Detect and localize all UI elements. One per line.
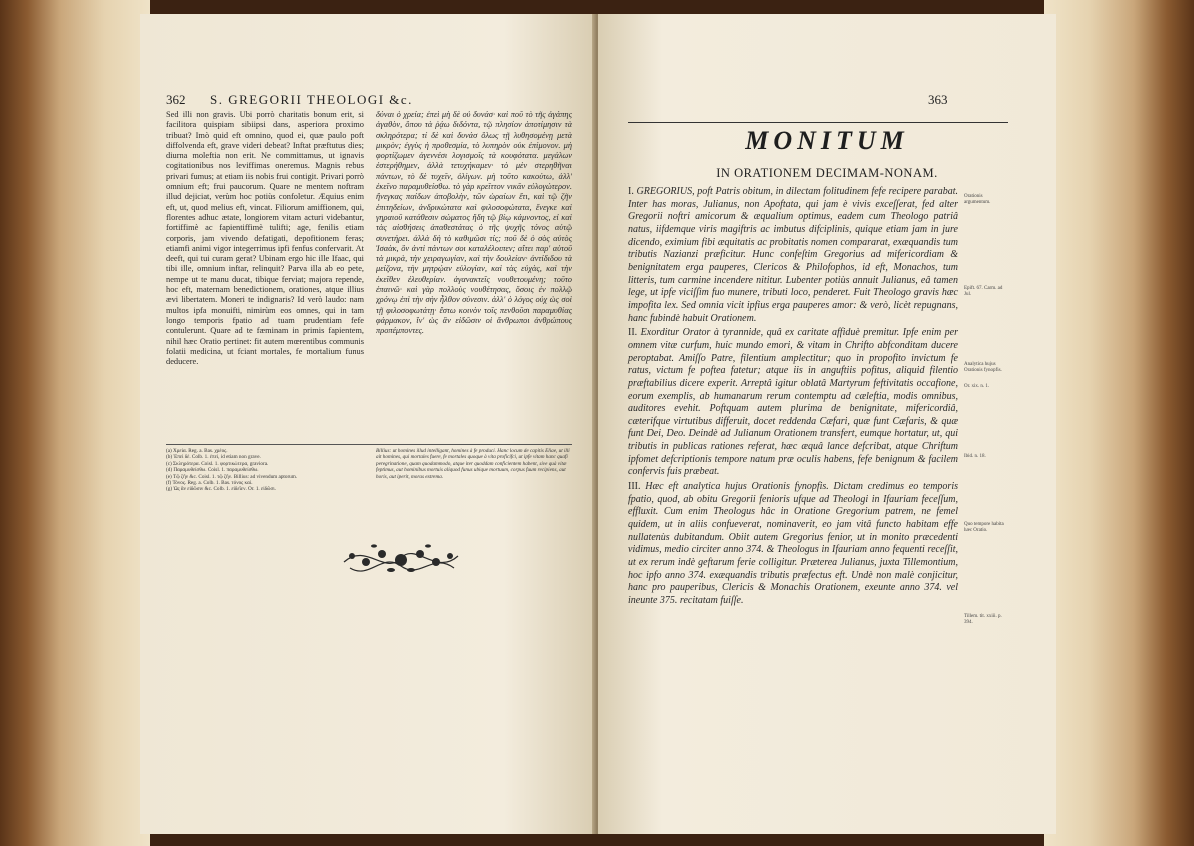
paragraph-text: Hæc eft analytica hujus Orationis fynopfis. Dictam credimus eo temporis fpatio, quod, ab obitu Gregorii fenioris ufque ad Theologi in Ifauriam feceſſum, effluxit. Cum enim Theologus hâc in Oratione Gregorium patrem, ne femel quidem, ut in aliis confueverat, nominaverit, eo jam vitâ functo habitam effe nullatenùs dubitandum. Obiit autem Gregorius fenior, ut in monito præcedenti vidimus, medio circiter anno 374. & Theologus in Ifauriam anno fequenti receſſit, ut ex rerum indè geftarum ferie colligitur. Præterea Julianus, juxta Tillemontium, hoc ipfo anno 374. exæquandis tributis præfectus eft. Undè non malè conjicitur, hanc pro pauperibus, Clericis & Monachis Orationem, exeunte anno 374. vel ineunte 375. recitatam fuiſſe. (628, 481, 958, 606)
footnote: (g) Ὡς ἂν εἰδῶσιν &c. Colb. 1. εἰδεῖεν. Or. 1. εἰδῶσι. (166, 486, 276, 493)
monitum-title: MONITUM (745, 126, 909, 155)
paragraph-1 (628, 186, 958, 325)
left-page-edges (0, 0, 150, 846)
latin-text-column: Sed illi non gravis. Ubi porrò charitatis bonum erit, si facilitora quispiam sibiipsi dans, asperiora proximo tribuat? Imò quid eft omnino, quod ei, quæ paulo poft diffolvenda eft, grave videri debeat? Inftat præftutus dies; diurna moleftia non erit. Ne committamus, ut ignavis cogitationibus nos leviffimas oneremus. Magnis rebus privari fumus; at etiam iis nobis frui contigit. Privari porrò omnium eft; frui paucorum. Quare ne mentem noftram illud dejiciat, verùm hoc potiùs confoletur. Æquius enim eft, ut, quod melius eft, vincat. Filiorum amiffionem, qui, florentes adhuc ætate, longiorem vitam acturi videbantur, fortiffimè ac fapientiffimè tulifti; age, fenilis etiam corporis, jam vivendo defatigati, depofitionem feras; etiamfi animi vigor integerrimus ipfi fenfus confervarit. At deeft, qui tui curam gerat? Ubinam ergo hic ille Ifaac, qui tibi ille, omnium inftar, relinquit? Parva illa ab eo pete, nempe ut te manu ducat, tibique ferviat; majora repende, hoc eft, maternam benedictionem, orationes, atque illius ævi libertatem. Moneri te indignaris? Id verò laudo: nam multos ipfa monuifti, nimirùm eos omnes, qui in tam longo temporis fpatio ad tuam prudentiam fefe contulerunt. Quare ad te fæminam in primis fapientem, nihil hæc Oratio pertinet: fit autem mœrentibus communis folatii medicina, ut fciant mortales, fe mortalium funus deducere. (166, 110, 364, 367)
left-page-number: 362 (166, 92, 186, 107)
right-page-number: 363 (928, 92, 948, 107)
footnotes-right: Billius: ut homines illud intelligant, homines à fe produci. Hanc locum de capitis Eliae, ut illi ait homines, qui mortales fuere, fe mortales quoque à vita proficifci, ut ipfe vitam hanc quafi peregrinatione, quam quodammodo, atque iter quoddam conficientem habent, sive quà vitæ feptimus, aut hominibus mortuis aliquod funus ubique mortuum, corpus fuum recipiens, aut horis, aut iperit, moras extrema. (376, 448, 570, 480)
footnote: (d) Παραμυθείσθω. Coisl. 1. παραμυθείσθω. (166, 467, 259, 474)
monitum-subtitle: IN ORATIONEM DECIMAM-NONAM. (716, 166, 938, 180)
paragraph-3 (628, 481, 958, 608)
paragraph-text: GREGORIUS, poft Patris obitum, in dilectam folitudinem fefe recipere parabat. Inter has moras, Julianus, non Apoftata, qui jam è vivis exceſſerat, fed alter Gregorii noftri amicorum & æqualium optimus, eadem cum Theologo patriâ natus, iifdemque viris magiftris ac imbutus difciplinis, quique etiam jam in jure dicendo, eximium fibi æquitatis ac probitatis nomen compararat, exæquandis tum tributis Nazianzi præficitur. Hunc confeſtim Gregorius ad mifericordiam & benignitatem erga pauperes, Clericos & Philofophos, id eft, Monachos, tum litteris, tum carmine incendere nititur. Lubenter potiùs annuit Julianus, eâ tamen lege, ut ipfe viciſſim fuo munere, tributi loco, penderet. Fuit Theologo gravis hæc impofita lex. Sed omnia vicit ipfius erga pauperes amor: & verò, licèt repugnans, hanc fubindè habuit Orationem. (628, 186, 959, 324)
margin-note: Ibid. n. 18. (964, 454, 986, 459)
margin-note: Epift. 67. Carm. ad Jul. (964, 286, 1003, 298)
footnote: (a) Χρεία. Reg. a. Bas. χρέος. (166, 448, 228, 454)
margin-note: Orationis argumentum. (964, 194, 991, 206)
footnote-divider (166, 444, 572, 445)
section-label: I. (628, 186, 634, 197)
margin-note: Quo tempore habita hæc Oratio. (964, 522, 1004, 534)
footnote: (f) Τόνος. Reg. a. Colb. 1. Bas. τόνος καί. (166, 480, 253, 487)
footnote: (c) Σκληρότερα. Coisl. 1. φορτικώτερα, graviora. (166, 460, 269, 467)
right-page-edges (1044, 0, 1194, 846)
paragraph-2 (628, 327, 958, 479)
margin-note: Or. xix. n. 1. (964, 384, 990, 389)
footnote: (e) Τῷ ζῆν &c. Coisl. 1. τῷ ζῆν. Billius: ad vivendum aptorum. (166, 473, 298, 480)
section-label: III. (628, 481, 641, 493)
monitum-body (628, 186, 958, 610)
paragraph-text: Exorditur Orator à tyrannide, quâ ex caritate affiduè premitur. Ipfe enim per omnem vitæ curfum, huic mundo emori, & vitam in Chrifto abfconditam ducere peroptabat. Amiſſo Patre, filentium amplectitur; quo in propofito invictum fe ratus, victum fe poftea fatetur; atque iis in anguftiis pofitus, aliquid filentio præftabilius dicere experit. Arreptâ igitur oblatâ Martyrum feftivitatis occafione, eorum exemplis, ab humanarum rerum contemptu ad cæleftia, modis omnibus, auditores evehit. Poftquam autem plurima de benignitate, mifericordiâ, cæterifque virtutibus differuit, docet reddenda Cæfari, quæ funt Cæfaris, & quæ funt Dei, Deo. Deindè ad Julianum Orationem transfert, eumque hortatur, ut, qui tributis in publicas rationes referat, hæc æquâ lance defcribat, atque Chriftum ipfomet defcriptionis tempore natum præ oculis habens, fefe benignum & facilem confervis fuis præbeat. (628, 327, 958, 478)
footnote: (b) Ἐπεὶ δὲ. Colb. 1. ἐπεὶ, id etiam non grave. (166, 454, 261, 461)
right-page (598, 14, 1056, 834)
title-top-rule (628, 122, 1008, 123)
margin-note: Tillem. tit. xxiii. p. 394. (964, 614, 1002, 626)
greek-text-column: δύναι ὁ χρεία; ἐπεὶ μὴ δὲ οὐ δυνάσ· καὶ ποῦ τὸ τῆς ἀγάπης ἀγαθὸν, ὅπου τὰ ῥᾴω διδόντα, τῷ πλησίον ἀποτίμησιν τὰ σκληρότερα; τί δὲ καὶ δυνάσ ὅλως τῇ λυθησομένῃ μετὰ μικρὸν; ἐγγὺς ἡ προθεσμία, τὸ λυπηρὸν οὐκ ἐπίμονον. μὴ φορτίζωμεν ἀγεννέσι λογισμοῖς τὰ κουφότατα. μεγάλων ἐστερήθημεν, ἀλλὰ τετυχήκαμεν· τὸ μὲν στερηθῆναι πάντων, τὸ δὲ τυχεῖν, ὀλίγων. μὴ τοῦτο κακούτω, ἀλλ' ἐκεῖνο παραμυθείσθω. τὸ γὰρ κρεῖττον νικᾶν εὐλογώτερον. ἤνεγκας παίδων ἀποβολὴν, τῶν ὡραίων ἔτι, καὶ τῷ ζῆν ἐπιτηδείων, ἀνδρικώτατα καὶ φιλοσοφώτατα, ἔνεγκε καὶ γηραιοῦ κατάθεσιν σώματος ἤδη τῷ βίῳ κάμνοντος, εἰ καὶ τὰς αἰσθήσεις ἀπαθεστάτας ὁ τῆς ψυχῆς τόνος αὐτῷ συνετήρει. ἀλλὰ δὴ τὸ καθιμῶσι τίς; ποῦ δὲ ὁ σὸς αὐτὸς Ἰσαὰκ, ὃν ἀντὶ πάντων σοι καταλέλοιπεν; αἴτει παρ' αὐτοῦ τὰ μικρὰ, τὴν χειραγωγίαν, καὶ τὴν δουλείαν· ἀντίδιδου τὰ μείζονα, τὴν μητρῴαν εὐλογίαν, καὶ τὰς εὐχὰς, καὶ τὴν ἐκεῖθεν ἐλευθερίαν. ἀγανακτεῖς νουθετουμένη; τοῦτο ἐπαινῶ· καὶ γὰρ πολλοὺς νουθέτησας, ὅσοις ἐν πολλῷ χρόνῳ ἐπὶ τὴν σὴν ἦλθον σύνεσιν. ἀλλ' ὁ λόγος οὐχ ὡς σοὶ τῇ φιλοσοφωτάτῃ· ἔστω κοινὸν τοῖς πενθοῦσι παραμυθίας φάρμακον, ἵν' ὡς ἂν εἰδῶσιν οἱ ἄνθρωποι ἀνθρώπους προπέμποντες. (376, 110, 572, 336)
section-label: II. (628, 327, 638, 339)
left-running-head: S. GREGORII THEOLOGI &c. (210, 92, 413, 107)
floral-ornament (336, 532, 466, 584)
margin-note: Analytica hujus Orationis fynopfis. (964, 362, 1002, 374)
left-page (140, 14, 595, 834)
footnotes-left (166, 448, 356, 493)
